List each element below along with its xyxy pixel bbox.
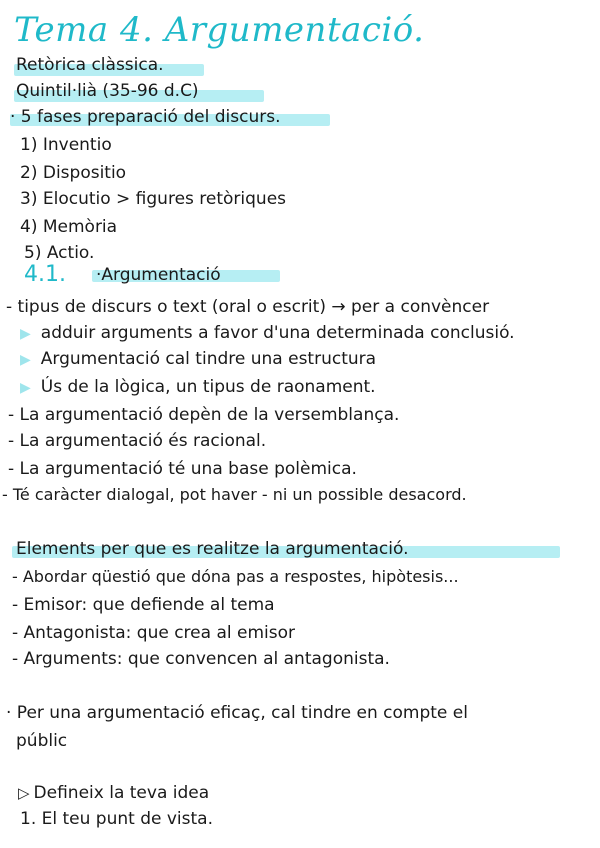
phase-item: 3) Elocutio > figures retòriques — [20, 189, 287, 209]
phase-item: 5) Actio. — [24, 243, 95, 263]
sub-point: ▶ adduir arguments a favor d'una determinada conclusió. — [20, 323, 515, 343]
heading-argumentacio: ·Argumentació — [96, 265, 221, 285]
element-item: - Arguments: que convencen al antagonista. — [12, 649, 390, 669]
argument-point: - La argumentació depèn de la versemblança. — [8, 405, 400, 425]
sub-point: ▶ Argumentació cal tindre una estructura — [20, 349, 377, 369]
heading-elements: Elements per que es realitze la argumentació. — [16, 539, 409, 559]
argument-point: - La argumentació és racional. — [8, 431, 267, 451]
triangle-bullet-icon: ▶ — [20, 380, 31, 396]
argumentacio-intro: - tipus de discurs o text (oral o escrit) → per a convèncer — [6, 297, 490, 317]
argument-point: - La argumentació té una base polèmica. — [8, 459, 357, 479]
phase-item: 1) Inventio — [20, 135, 112, 155]
phase-item: 2) Dispositio — [20, 163, 127, 183]
sub-point: ▶ Ús de la lògica, un tipus de raonament. — [20, 377, 376, 397]
phases-intro: · 5 fases preparació del discurs. — [10, 107, 281, 127]
section-number: 4.1. — [24, 262, 66, 287]
triangle-bullet-icon: ▶ — [20, 352, 31, 368]
element-item: - Antagonista: que crea al emisor — [12, 623, 295, 643]
viewpoint-step: 1. El teu punt de vista. — [20, 809, 213, 829]
page-title: Tema 4. Argumentació. — [14, 10, 425, 50]
element-item: - Emisor: que defiende al tema — [12, 595, 275, 615]
heading-retorica: Retòrica clàssica. — [16, 55, 164, 75]
eficac-line: · Per una argumentació eficaç, cal tindre en compte el — [6, 703, 468, 723]
author-line: Quintil·lià (35-96 d.C) — [16, 81, 199, 101]
define-idea-line: ▷ Defineix la teva idea — [18, 783, 210, 803]
phase-item: 4) Memòria — [20, 217, 118, 237]
eficac-line-continued: públic — [16, 731, 68, 751]
argument-point: - Té caràcter dialogal, pot haver - ni un possible desacord. — [2, 485, 467, 504]
triangle-bullet-icon: ▶ — [20, 326, 31, 342]
element-item: - Abordar qüestió que dóna pas a respostes, hipòtesis... — [12, 567, 459, 586]
triangle-outline-icon: ▷ — [18, 784, 30, 802]
